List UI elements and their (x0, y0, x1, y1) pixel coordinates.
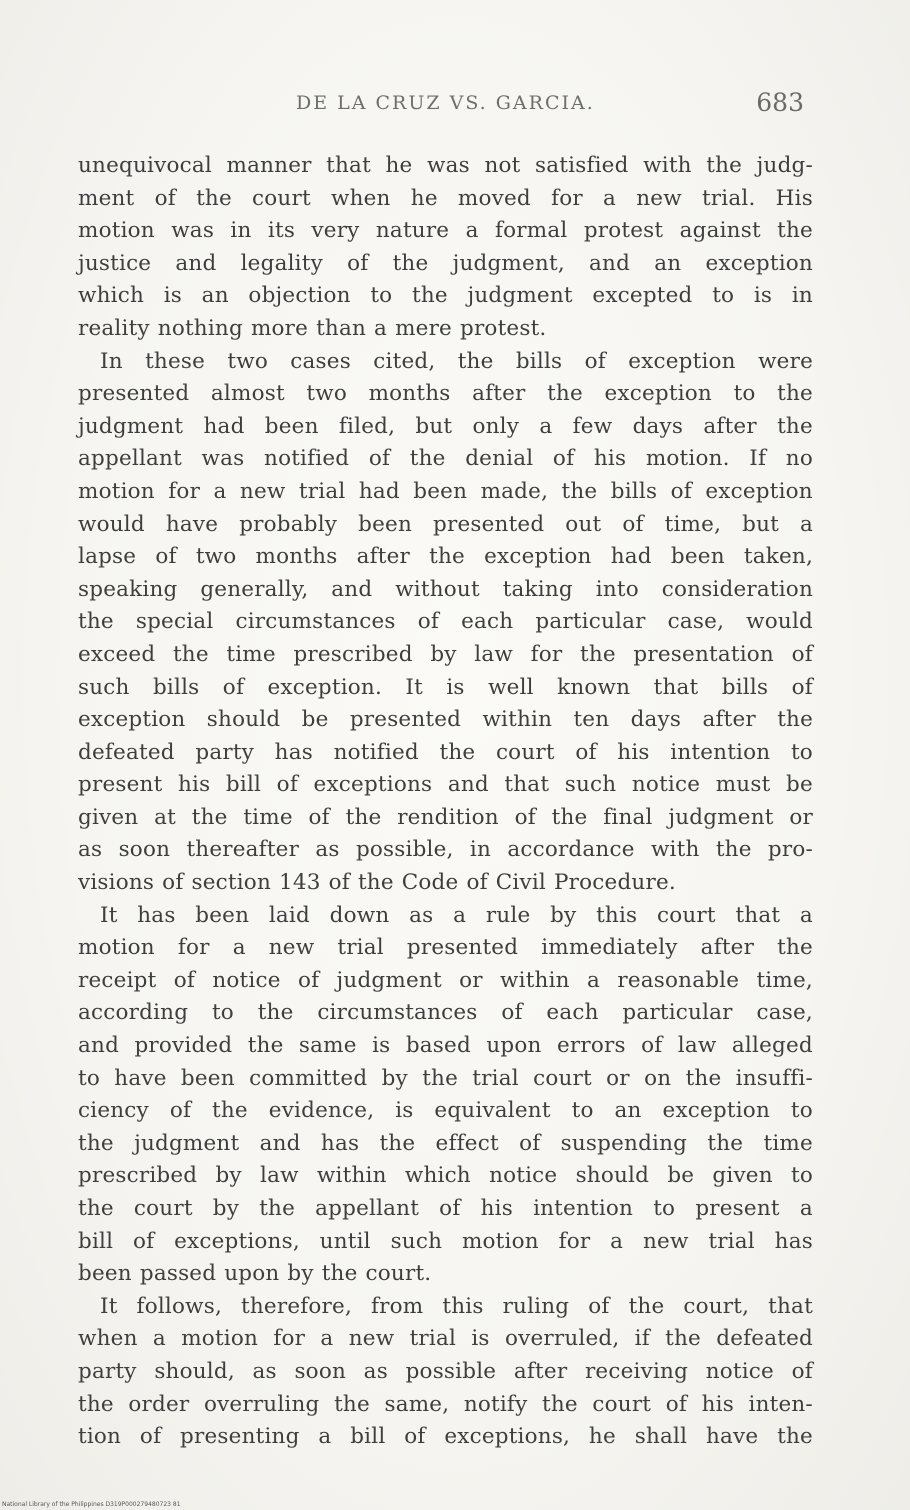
text-line: and provided the same is based upon errors of law alleged (78, 1033, 813, 1059)
text-line: according to the circumstances of each particular case, (78, 1000, 813, 1026)
text-line: the court by the appellant of his intention to present a (78, 1196, 813, 1221)
text-line: would have probably been presented out of time, but a (78, 511, 813, 537)
text-line: defeated party has notified the court of his intention to (78, 739, 813, 765)
text-line: which is an objection to the judgment excepted to is in (78, 283, 813, 309)
text-line: the judgment and has the effect of suspending the time (78, 1130, 813, 1156)
text-line: ment of the court when he moved for a new trial. His (78, 185, 813, 211)
body-text (78, 150, 813, 1454)
page-number: 683 (756, 88, 804, 117)
text-line: given at the time of the rendition of the final judgment or (78, 804, 813, 830)
text-line: motion was in its very nature a formal protest against the (78, 218, 813, 244)
text-line: In these two cases cited, the bills of exception were (100, 348, 813, 374)
running-head: DE LA CRUZ VS. GARCIA. (296, 92, 595, 114)
text-line: judgment had been filed, but only a few days after the (78, 413, 813, 439)
text-line: as soon thereafter as possible, in accordance with the pro- (78, 837, 813, 863)
text-line: prescribed by law within which notice should be given to (78, 1163, 813, 1189)
text-line: receipt of notice of judgment or within a reasonable time, (78, 967, 813, 993)
text-line: reality nothing more than a mere protest. (78, 315, 547, 341)
paragraph (78, 150, 813, 346)
text-line: It follows, therefore, from this ruling of the court, that (100, 1293, 813, 1319)
text-line: present his bill of exceptions and that such notice must be (78, 772, 813, 798)
text-line: lapse of two months after the exception had been taken, (78, 544, 813, 570)
text-line: exceed the time prescribed by law for the presentation of (78, 641, 813, 667)
page-header (78, 88, 812, 128)
text-line: speaking generally, and without taking into consideration (78, 576, 813, 602)
text-line: exception should be presented within ten days after the (78, 707, 813, 733)
text-line: motion for a new trial presented immediately after the (78, 935, 813, 961)
text-line: party should, as soon as possible after receiving notice of (78, 1358, 813, 1384)
paragraph (78, 1291, 813, 1454)
text-line: the order overruling the same, notify the court of his inten- (78, 1391, 813, 1417)
paragraph (78, 900, 813, 1291)
text-line: to have been committed by the trial court or on the insuffi- (78, 1065, 813, 1091)
text-line: the special circumstances of each particular case, would (78, 609, 813, 635)
paragraph (78, 346, 813, 900)
text-line: ciency of the evidence, is equivalent to an exception to (78, 1098, 813, 1124)
text-line: presented almost two months after the exception to the (78, 381, 813, 407)
text-line: when a motion for a new trial is overruled, if the defeated (78, 1326, 813, 1352)
text-line: unequivocal manner that he was not satisfied with the judg- (78, 153, 813, 178)
text-line: motion for a new trial had been made, the bills of exception (78, 478, 813, 504)
text-line: tion of presenting a bill of exceptions, he shall have the (78, 1424, 813, 1450)
text-line: It has been laid down as a rule by this court that a (100, 902, 813, 928)
text-line: appellant was notified of the denial of his motion. If no (78, 446, 813, 472)
text-line: justice and legality of the judgment, and an exception (78, 250, 813, 276)
text-line: bill of exceptions, until such motion for a new trial has (78, 1228, 813, 1254)
text-line: been passed upon by the court. (78, 1261, 432, 1287)
text-line: such bills of exception. It is well known that bills of (78, 674, 813, 700)
text-line: visions of section 143 of the Code of Civil Procedure. (78, 870, 676, 896)
scan-footer-note: National Library of the Philippines D319P000279480723 81 (2, 1501, 181, 1508)
